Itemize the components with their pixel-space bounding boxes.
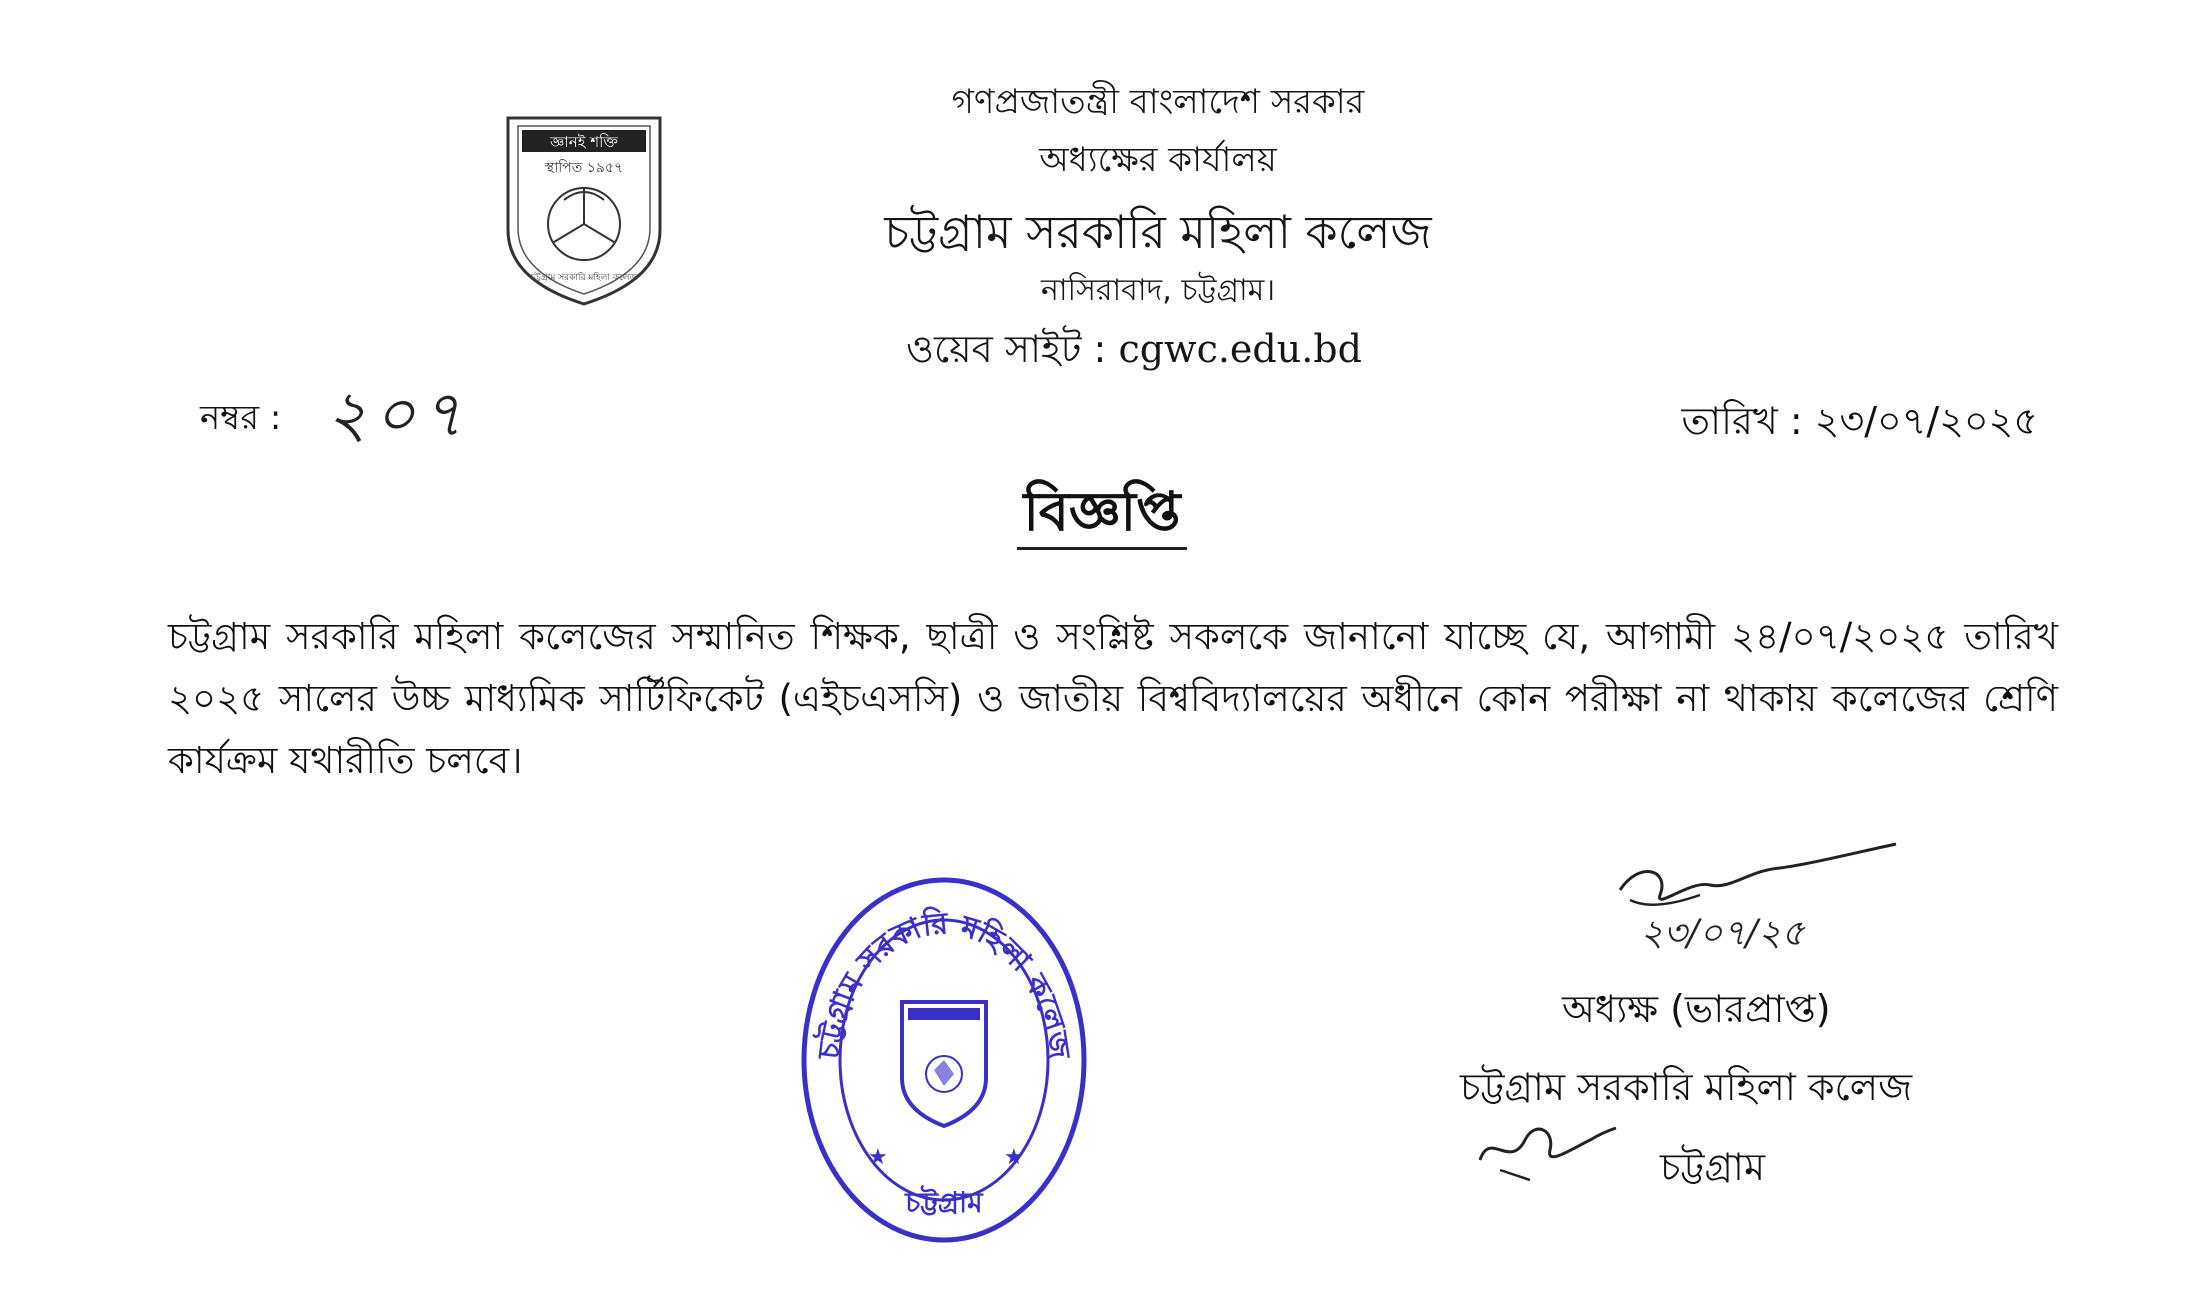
seal-ring-text: চট্টগ্রাম সরকারি মহিলা কলেজ xyxy=(811,906,1077,1062)
date-line xyxy=(1682,392,2038,456)
government-heading: গণপ্রজাতন্ত্রী বাংলাদেশ সরকার xyxy=(951,82,1365,122)
principal-signature xyxy=(1600,840,1900,960)
date-value: ২৩/০৭/২০২৫ xyxy=(1814,399,2038,443)
seal-city-text: চট্টগ্রাম xyxy=(905,1186,983,1219)
memo-label: নম্বর : xyxy=(200,398,282,438)
notice-title-text: বিজ্ঞপ্তি xyxy=(1017,480,1186,550)
date-label: তারিখ : xyxy=(1681,399,1815,443)
memo-number: ২০৭ xyxy=(326,378,469,452)
website-label: ওয়েব সাইট : xyxy=(906,327,1119,371)
svg-text:জ্ঞানই শক্তি: জ্ঞানই শক্তি xyxy=(550,133,618,151)
svg-text:স্থাপিত ১৯৫৭: স্থাপিত ১৯৫৭ xyxy=(544,160,624,176)
svg-text:চট্টগ্রাম সরকারি মহিলা কলেজ: চট্টগ্রাম সরকারি মহিলা কলেজ xyxy=(530,273,638,283)
signatory-college: চট্টগ্রাম সরকারি মহিলা কলেজ xyxy=(1460,1065,1913,1109)
signatory-city: চট্টগ্রাম xyxy=(1660,1145,1766,1189)
website-link[interactable]: cgwc.edu.bd xyxy=(1118,327,1362,371)
official-seal xyxy=(798,874,1090,1246)
seal-star-left-icon: ★ xyxy=(868,1145,888,1170)
college-address: নাসিরাবাদ, চট্টগ্রাম। xyxy=(1040,273,1276,308)
office-heading: অধ্যক্ষের কার্যালয় xyxy=(1039,140,1277,180)
signatory-title: অধ্যক্ষ (ভারপ্রাপ্ত) xyxy=(1562,987,1831,1031)
seal-star-right-icon: ★ xyxy=(1004,1145,1024,1170)
notice-body: চট্টগ্রাম সরকারি মহিলা কলেজের সম্মানিত শিক্ষক, ছাত্রী ও সংশ্লিষ্ট সকলকে জানানো যাচ্ছে যে, আগামী ২৪/০৭/২০২৫ তারিখ ২০২৫ সালের উচ্চ মাধ্যমিক সার্টিফিকেট (এইচএসসি) ও জাতীয় বিশ্ববিদ্যালয়ের অধীনে কোন পরীক্ষা না থাকায় কলেজের শ্রেণি কার্যক্রম যথারীতি চলবে। xyxy=(168,615,2058,782)
signature-date: ২৩/০৭/২৫ xyxy=(1640,913,1805,954)
college-name: চট্টগ্রাম সরকারি মহিলা কলেজ xyxy=(884,205,1432,259)
notice-title xyxy=(0,470,2188,560)
